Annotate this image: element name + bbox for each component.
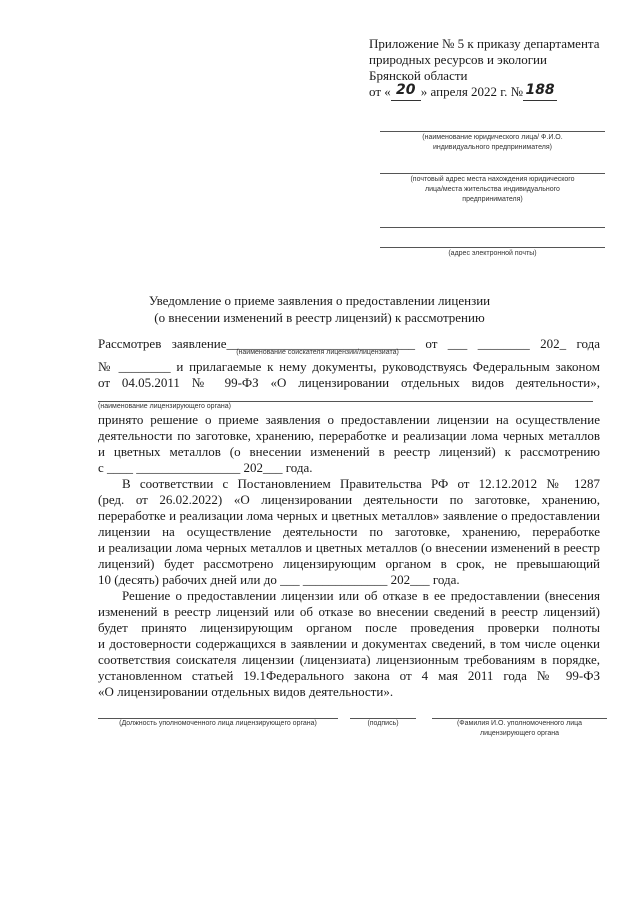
recipient-name-caption-1: (наименование юридического лица/ Ф.И.О. <box>422 134 563 141</box>
body-line: № ________ и прилагаемые к нему документы, руководствуясь Федеральным законом <box>98 359 600 374</box>
notice-title-line-2: (о внесении изменений в реестр лицензий) к рассмотрению <box>154 310 485 325</box>
recipient-name-caption-2: индивидуального предпринимателя) <box>433 144 552 151</box>
appendix-date-line <box>369 84 557 101</box>
signature-sign-caption: (подпись) <box>367 720 399 727</box>
body-line: и цветных металлов (о внесении изменений в реестр лицензий) к рассмотрению <box>98 444 600 459</box>
applicant-caption: (наименование соискателя лицензии/лицензиата) <box>236 349 399 356</box>
body-line: установленном статьей 19.1Федерального закона от 4 мая 2011 года № 99-ФЗ <box>98 668 600 683</box>
handwritten-number: 188 <box>525 82 555 98</box>
recipient-address-caption-3: предпринимателя) <box>462 196 523 203</box>
recipient-name-line <box>380 131 605 132</box>
recipient-email-caption: (адрес электронной почты) <box>448 250 537 257</box>
signature-name-caption-2: лицензирующего органа <box>479 730 560 737</box>
body-line: «О лицензировании отдельных видов деятельности». <box>98 684 394 699</box>
signature-position-caption: (Должность уполномоченного лица лицензирующего органа) <box>119 720 317 727</box>
body-line: от 04.05.2011 № 99-ФЗ «О лицензировании отдельных видов деятельности», <box>98 375 600 390</box>
date-prefix: от « <box>369 84 391 99</box>
authority-caption: (наименование лицензирующего органа) <box>98 403 231 410</box>
appendix-line-3: Брянской области <box>369 68 468 83</box>
body-line: переработке и реализации лома черных и цветных металлов» заявление о предоставлении <box>98 508 600 523</box>
date-middle: » апреля 2022 г. № <box>420 84 524 99</box>
recipient-address-caption-2: лица/места жительства индивидуального <box>425 186 560 193</box>
body-line: и достоверности содержащихся в заявлении и документах сведений, в том числе оценки <box>98 636 600 651</box>
signature-name-caption-1: (Фамилия И.О. уполномоченного лица <box>456 720 583 727</box>
body-line: 10 (десять) рабочих дней или до ___ _____________ 202___ года. <box>98 572 460 587</box>
body-line: лицензий) будет рассмотрено лицензирующим органом в срок, не превышающий <box>98 556 600 571</box>
body-line: деятельности по заготовке, хранению, переработке и реализации лома черных металлов <box>98 428 600 443</box>
body-line: Рассмотрев заявление_____________________________ от ___ ________ 202_ года <box>98 336 600 351</box>
notice-title-line-1: Уведомление о приеме заявления о предоставлении лицензии <box>148 293 491 308</box>
recipient-address-line <box>380 173 605 174</box>
body-line: Решение о предоставлении лицензии или об отказе в ее предоставлении (внесения <box>122 588 600 603</box>
appendix-line-1: Приложение № 5 к приказу департамента <box>369 36 600 51</box>
body-line: с ____ ________________ 202___ года. <box>98 460 313 475</box>
body-line: лицензии на осуществление деятельности по заготовке, хранению, переработке <box>98 524 600 539</box>
recipient-email-line <box>380 247 605 248</box>
body-line: соответствия соискателя лицензии (лицензиата) лицензионным требованиям в порядке, <box>98 652 600 667</box>
handwritten-day: 20 <box>396 82 416 98</box>
body-line: изменений в реестр лицензий или об отказе во внесении сведений в реестр лицензий) <box>98 604 600 619</box>
body-line: В соответствии с Постановлением Правительства РФ от 12.12.2012 № 1287 <box>122 476 600 491</box>
body-line: принято решение о приеме заявления о предоставлении лицензии на осуществление <box>98 412 600 427</box>
recipient-address-caption-1: (почтовый адрес места нахождения юридического <box>410 176 575 183</box>
recipient-extra-line <box>380 227 605 228</box>
body-line: будет принято лицензирующим органом после проведения проверки полноты <box>98 620 600 635</box>
body-line: (ред. от 26.02.2022) «О лицензировании деятельности по заготовке, хранению, <box>98 492 600 507</box>
appendix-line-2: природных ресурсов и экологии <box>369 52 547 67</box>
body-line: и реализации лома черных металлов и цветных металлов (о внесении изменений в реестр <box>98 540 600 555</box>
